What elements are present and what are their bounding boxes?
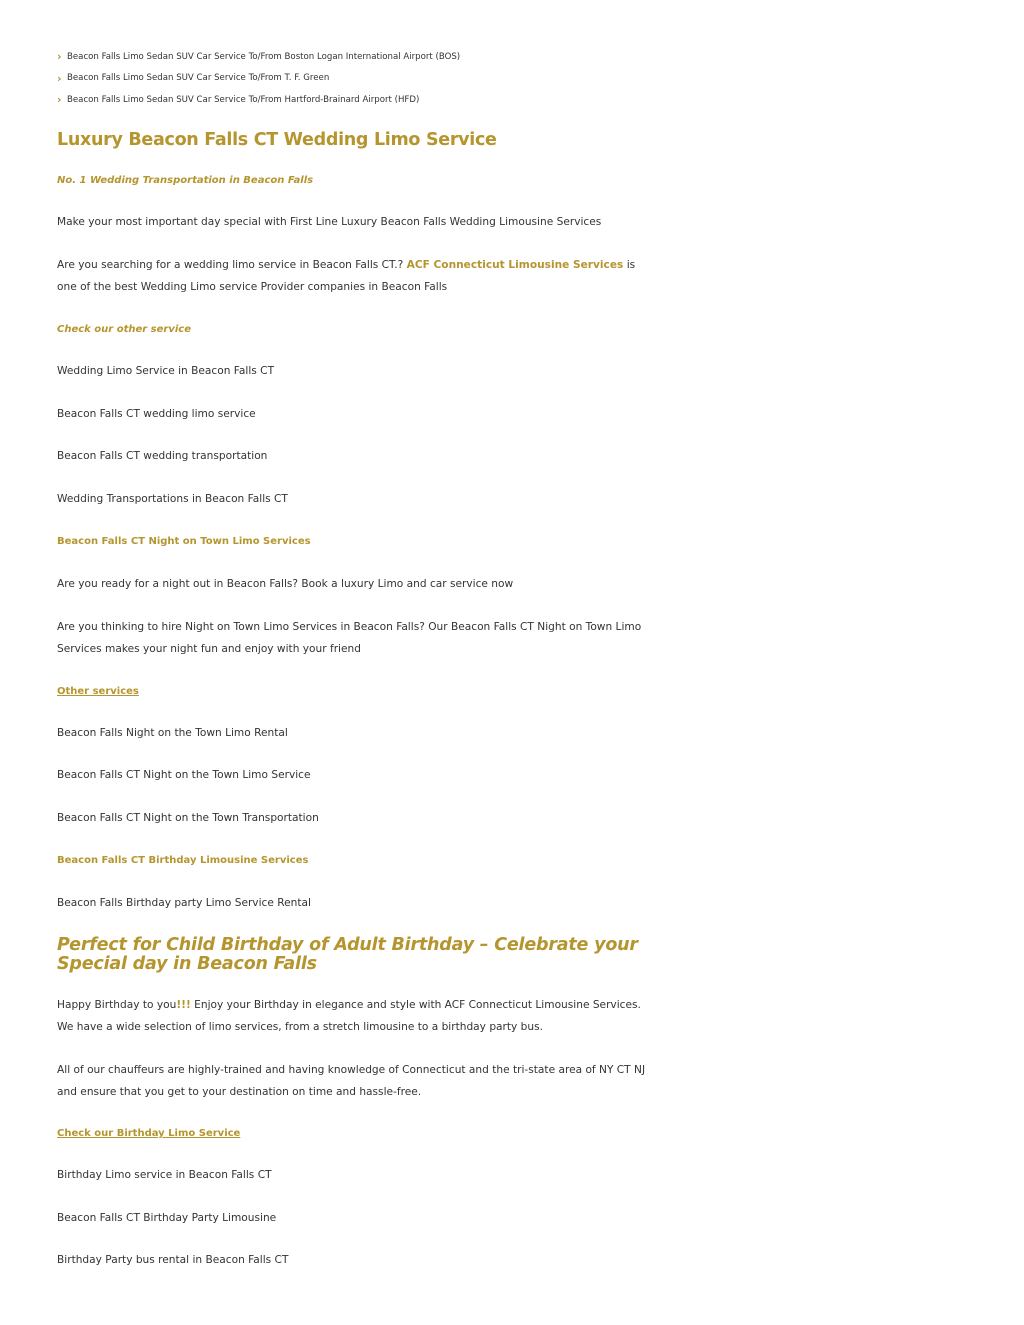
wedding-paragraph-end: is one of the best Wedding Limo service Provider companies in Beacon Falls (57, 259, 636, 293)
birthday-service-link[interactable]: Check our Birthday Limo Service (57, 1128, 241, 1139)
wedding-paragraph (57, 254, 657, 298)
wedding-item: Beacon Falls CT wedding limo service (57, 408, 256, 420)
airport-link-hfd[interactable] (57, 89, 657, 111)
night-item: Beacon Falls CT Night on the Town Limo Service (57, 769, 311, 781)
night-item: Beacon Falls Night on the Town Limo Rental (57, 727, 288, 739)
airport-link-bos[interactable] (57, 46, 657, 68)
wedding-intro: Make your most important day special with First Line Luxury Beacon Falls Wedding Limousine Services (57, 216, 602, 228)
birthday-item: Birthday Party bus rental in Beacon Falls CT (57, 1254, 289, 1266)
chevron-right-icon: › (57, 71, 62, 85)
birthday-item: Beacon Falls CT Birthday Party Limousine (57, 1212, 277, 1224)
airport-link-tf-green[interactable] (57, 68, 657, 90)
wedding-subheading: No. 1 Wedding Transportation in Beacon Falls (57, 175, 314, 186)
exclamation-marks: !!! (176, 999, 191, 1011)
acf-limousine-link[interactable]: ACF Connecticut Limousine Services (406, 259, 624, 271)
wedding-item: Wedding Limo Service in Beacon Falls CT (57, 365, 275, 377)
birthday-paragraph-2: All of our chauffeurs are highly-trained and having knowledge of Connecticut and the tri-state area of NY CT NJ and ensure that you get to your destination on time and hassle-free. (57, 1064, 646, 1098)
night-paragraph: Are you thinking to hire Night on Town Limo Services in Beacon Falls? Our Beacon Falls CT Night on Town Limo Services makes your night fun and enjoy with your friend (57, 621, 642, 655)
chevron-right-icon: › (57, 50, 62, 64)
birthday-rental: Beacon Falls Birthday party Limo Service Rental (57, 897, 311, 909)
wedding-paragraph-start: Are you searching for a wedding limo service in Beacon Falls CT.? (57, 259, 407, 271)
night-heading: Beacon Falls CT Night on Town Limo Services (57, 536, 311, 547)
night-other-services-link[interactable]: Other services (57, 686, 139, 697)
birthday-paragraph-start: Happy Birthday to you (57, 999, 177, 1011)
birthday-title: Perfect for Child Birthday of Adult Birthday – Celebrate your Special day in Beacon Falls (57, 935, 638, 974)
airport-links-list (57, 46, 657, 111)
birthday-paragraph-1 (57, 994, 657, 1038)
wedding-heading: Luxury Beacon Falls CT Wedding Limo Service (57, 130, 497, 150)
chevron-right-icon: › (57, 93, 62, 107)
night-intro: Are you ready for a night out in Beacon Falls? Book a luxury Limo and car service now (57, 578, 514, 590)
airport-link-label[interactable]: Beacon Falls Limo Sedan SUV Car Service To/From Boston Logan International Airport (BOS) (67, 51, 461, 62)
airport-link-label[interactable]: Beacon Falls Limo Sedan SUV Car Service To/From Hartford-Brainard Airport (HFD) (67, 94, 420, 105)
wedding-item: Beacon Falls CT wedding transportation (57, 450, 268, 462)
wedding-other-service-label: Check our other service (57, 324, 191, 335)
night-item: Beacon Falls CT Night on the Town Transportation (57, 812, 319, 824)
birthday-item: Birthday Limo service in Beacon Falls CT (57, 1169, 272, 1181)
birthday-heading: Beacon Falls CT Birthday Limousine Services (57, 855, 309, 866)
birthday-paragraph-end: Enjoy your Birthday in elegance and style with ACF Connecticut Limousine Services. We have a wide selection of limo services, from a stretch limousine to a birthday party bus. (57, 999, 641, 1033)
airport-link-label[interactable]: Beacon Falls Limo Sedan SUV Car Service To/From T. F. Green (67, 73, 330, 84)
wedding-item: Wedding Transportations in Beacon Falls CT (57, 493, 288, 505)
